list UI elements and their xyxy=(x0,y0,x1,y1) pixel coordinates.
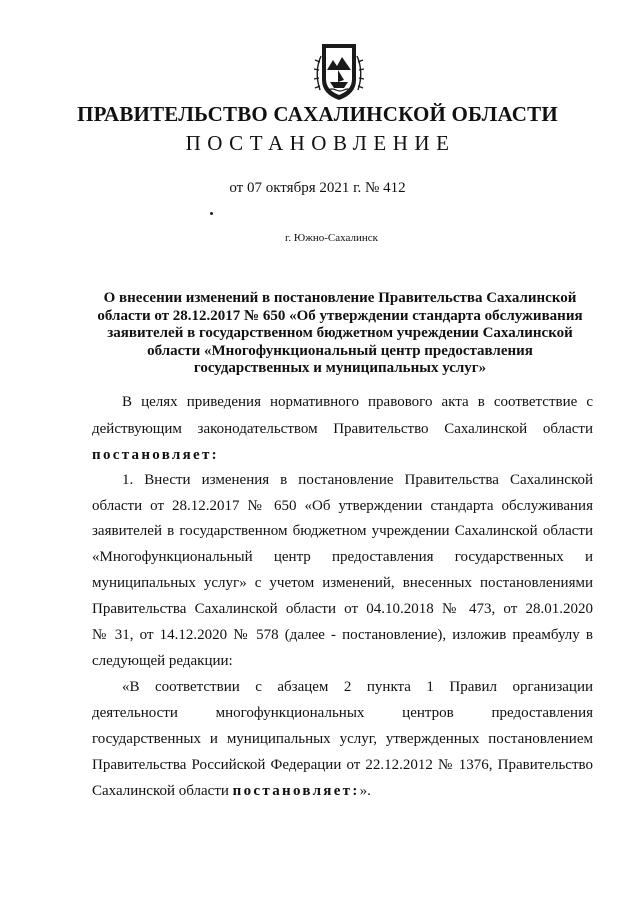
body-line: Правительства Российской Федерации от 22.12.2012 № 1376, Правительство xyxy=(92,757,593,773)
resolves-word xyxy=(92,446,593,464)
left-branch-icon xyxy=(314,56,321,90)
government-title: ПРАВИТЕЛЬСТВО САХАЛИНСКОЙ ОБЛАСТИ xyxy=(77,102,558,126)
body-line: «В соответствии с абзацем 2 пункта 1 Правил организации xyxy=(122,679,593,695)
body-line: муниципальных услуг» с учетом изменений, внесенных постановлениями xyxy=(92,575,593,591)
body-line: области от 28.12.2017 № 650 «Об утверждении стандарта обслуживания xyxy=(92,498,593,514)
right-branch-icon xyxy=(357,56,364,90)
body-line: Правительства Сахалинской области от 04.10.2018 № 473, от 28.01.2020 xyxy=(92,601,593,617)
body-line: следующей редакции: xyxy=(92,653,233,669)
quote-close: ». xyxy=(359,783,371,799)
body-line: заявителей в государственном бюджетном учреждении Сахалинской области xyxy=(92,523,593,539)
document-type: ПОСТАНОВЛЕНИЕ xyxy=(185,131,456,155)
coat-of-arms-emblem xyxy=(312,40,366,102)
document-city: г. Южно-Сахалинск xyxy=(285,232,378,244)
body-line: «Многофункциональный центр предоставления государственных и xyxy=(92,549,593,565)
document-subject: О внесении изменений в постановление Правительства Сахалинской области от 28.12.2017 № 650 «Об утверждении стандарта обслуживания заявителей в государственном бюджетном учреждении Сахалинской области «Многофункциональный центр предоставления государственных и муниципальных услуг» xyxy=(97,290,583,376)
document-date-number: от 07 октября 2021 г. № 412 xyxy=(229,180,406,196)
scan-speck xyxy=(210,212,213,215)
body-line: действующим законодательством Правительство Сахалинской области xyxy=(92,421,593,437)
body-line: № 31, от 14.12.2020 № 578 (далее - постановление), изложив преамбулу в xyxy=(92,627,593,643)
resolves-text: постановляет: xyxy=(92,447,219,463)
body-line: деятельности многофункциональных центров предоставления xyxy=(92,705,593,721)
body-line-final xyxy=(92,782,593,800)
body-line: 1. Внести изменения в постановление Правительства Сахалинской xyxy=(122,472,593,488)
body-line: В целях приведения нормативного правового акта в соответствие с xyxy=(122,394,593,410)
body-text: Сахалинской области xyxy=(92,783,229,799)
body-line: государственных и муниципальных услуг, утвержденных постановлением xyxy=(92,731,593,747)
resolves-text: постановляет: xyxy=(232,783,360,799)
